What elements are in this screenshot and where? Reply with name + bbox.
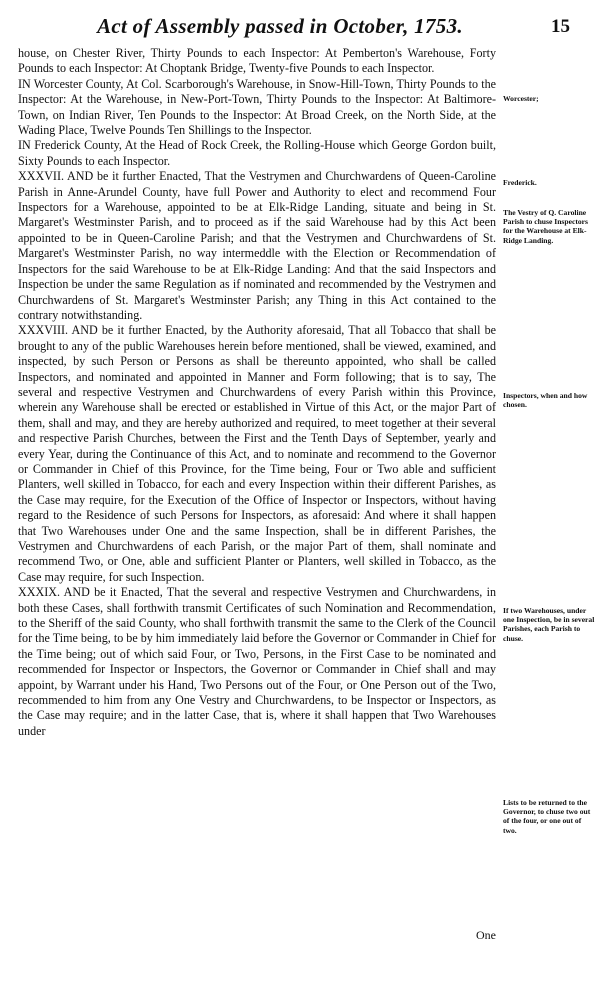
margin-note-queen-caroline-vestry: The Vestry of Q. Caroline Parish to chuse Inspectors for the Warehouse at Elk-Ridge Landing. xyxy=(503,208,589,245)
page-title: Act of Assembly passed in October, 1753. xyxy=(97,14,463,38)
section-xxxix: XXXIX. AND be it Enacted, That the several and respective Vestrymen and Churchwardens, in both these Cases, shall forthwith transmit Certificates of such Nomination and Recommendation, to the Sheriff of the said County, who shall forthwith transmit the same to the Clerk of the Council for the Time being, to be by him immediately laid before the Governor or Commander in Chief for the Time being; out of which said Four, or Two, Persons, in the First Case to be nominated and recommended for Inspector or Inspectors, the Governor or Commander in Chief shall and may appoint, by Warrant under his Hand, Two Persons out of the Four, or One Person out of the Two, recommended to him from any One Vestry and Churchwardens, to be Inspector or Inspectors, as the Case may require; and in the latter Case, that is, where it shall happen that Two Warehouses under xyxy=(18,585,496,738)
paragraph-frederick-county: IN Frederick County, At the Head of Rock Creek, the Rolling-House which George Gordon built, Sixty Pounds to each Inspector. xyxy=(18,138,496,168)
margin-note-worcester: Worcester; xyxy=(503,94,539,103)
margin-note-lists-returned: Lists to be returned to the Governor, to chuse two out of the four, or one out of two. xyxy=(503,798,591,835)
paragraph-chester-river: house, on Chester River, Thirty Pounds to each Inspector: At Pemberton's Warehouse, Forty Pounds to each Inspector: At Choptank Bridge, Twenty-five Pounds to each Inspector. xyxy=(18,46,496,76)
section-xxxvii: XXXVII. AND be it further Enacted, That the Vestrymen and Churchwardens of Queen-Caroline Parish in Anne-Arundel County, have full Power and Authority to elect and recommend Four Inspectors for a Warehouse, appointed to be at Elk-Ridge Landing, situate and being in St. Margaret's Westminster Parish, and to proceed as if the said Warehouse had by this Act been appointed to be in Queen-Caroline Parish; and that the Vestrymen and Churchwardens of St. Margaret's Westminster Parish, no way intermeddle with the Election or Recommendation of Inspectors for the said Warehouse to be at Elk-Ridge Landing: And that the said Inspectors and Inspection be under the same Regulation as if nominated and recommended by the Vestrymen and Churchwardens of St. Margaret's Westminster Parish; any Thing in this Act contained to the contrary notwithstanding. xyxy=(18,169,496,322)
margin-note-inspectors-chosen: Inspectors, when and how chosen. xyxy=(503,391,588,410)
section-xxxviii: XXXVIII. AND be it further Enacted, by the Authority aforesaid, That all Tobacco that shall be brought to any of the public Warehouses herein before mentioned, shall be viewed, examined, and inspected, by such Person or Persons as shall be thereunto appointed, who shall be called Inspectors, and nominated and appointed in Manner and Form following; that is to say, The several and respective Vestrymen and Churchwardens of every Parish within this Province, wherein any Warehouse shall be erected or established in Virtue of this Act, or the major Part of them, shall and may, and they are hereby authorized and required, to meet together at their several and respective Parish Churches, between the First and the Tenth Days of September, yearly and every Year, during the Continuance of this Act, and to nominate and recommend to the Governor or Commander in Chief of this Province, for the Time being, Four or Two able and sufficient Planters, well skilled in Tobacco, for each and every Inspection within their different Parishes, as the Case may require, for the Execution of the Office of Inspector or Inspectors, without having regard to the Residence of such Persons for Inspectors, as aforesaid: And where it shall happen that Two Warehouses under One and the same Inspection, shall be in different Parishes, the Vestrymen and Churchwardens of each Parish, or the major Part of them, shall nominate and recommend Two, or One, able and sufficient Planter or Planters, well skilled in Tobacco, as the Case may require, for such Inspection. xyxy=(18,323,496,584)
page-number: 15 xyxy=(551,16,570,37)
catchword: One xyxy=(476,928,496,942)
margin-note-two-warehouses: If two Warehouses, under one Inspection, be in several Parishes, each Parish to chuse. xyxy=(503,606,595,643)
main-text xyxy=(18,46,496,739)
paragraph-worcester-county: IN Worcester County, At Col. Scarborough's Warehouse, in Snow-Hill-Town, Thirty Pounds to the Inspector: At the Warehouse, in New-Port-Town, Thirty Pounds to the Inspector: At Baltimore-Town, on Indian River, Ten Pounds to the Inspector: At Broad Creek, on the North Side, at the Wading Place, Twelve Pounds Ten Shillings to the Inspector. xyxy=(18,76,496,138)
page-header xyxy=(60,14,570,46)
margin-note-frederick: Frederick. xyxy=(503,178,537,187)
